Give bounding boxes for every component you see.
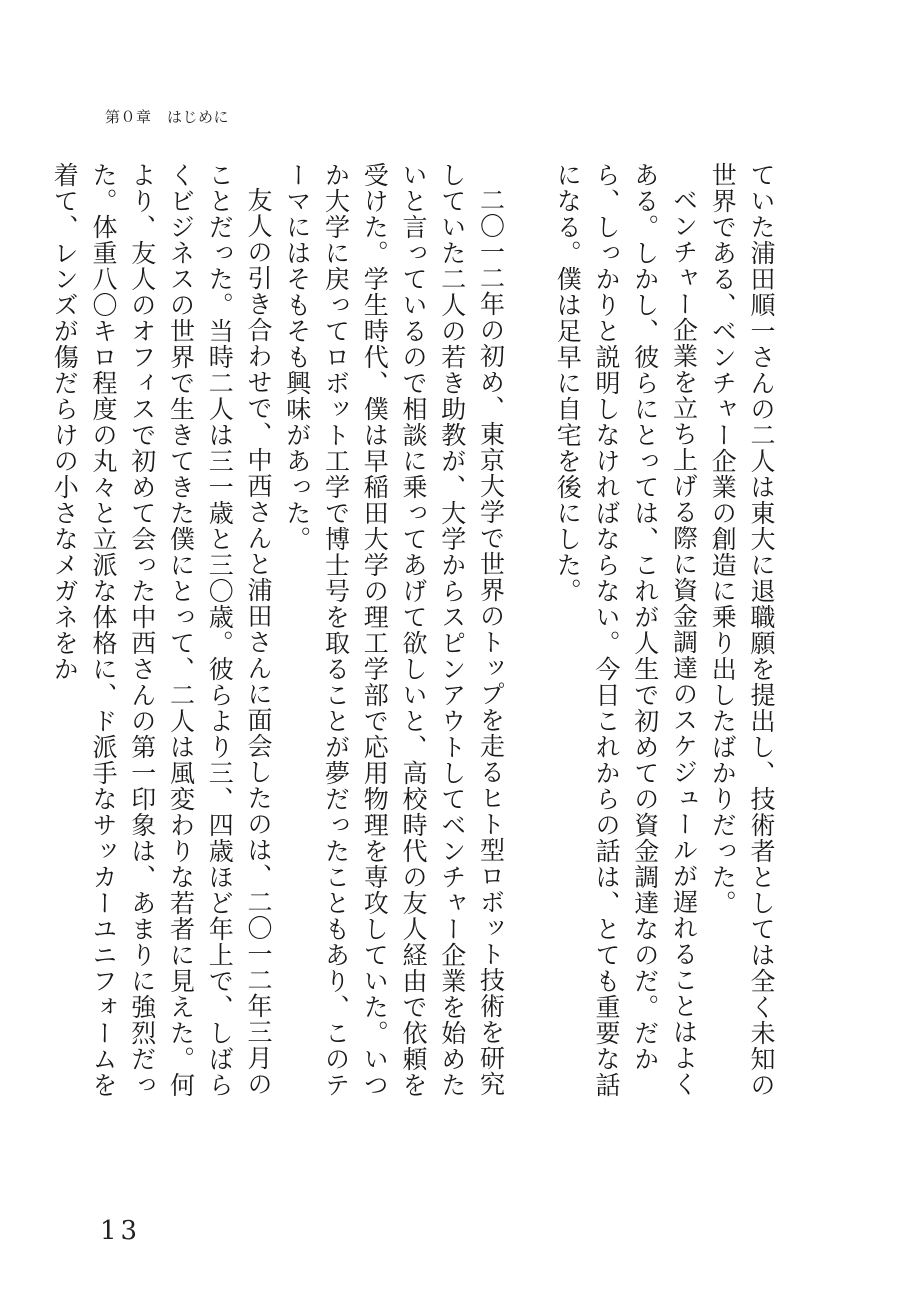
body-text <box>50 162 780 1122</box>
page-number: 13 <box>100 1216 142 1246</box>
paragraph-2: ベンチャー企業を立ち上げる際に資金調達のスケジュールが遅れることはよくある。しかし、彼らにとっては、これが人生で初めての資金調達なのだ。だから、しっかりと説明しなければならない。今日これからの話は、とても重要な話になる。僕は足早に自宅を後にした。 <box>553 162 699 1098</box>
paragraph-3: 二〇一二年の初め、東京大学で世界のトップを走るヒト型ロボット技術を研究していた二人の若き助教が、大学からスピンアウトしてベンチャー企業を始めたいと言っているので相談に乗ってあげて欲しいと、高校時代の友人経由で依頼を受けた。学生時代、僕は早稲田大学の理工学部で応用物理を専攻していた。いつか大学に戻ってロボット工学で博士号を取ることが夢だったこともあり、このテーマにはそもそも興味があった。 <box>282 162 506 1098</box>
paragraph-gap <box>510 162 548 1122</box>
paragraph-1: ていた浦田順一さんの二人は東大に退職願を提出し、技術者としては全く未知の世界である、ベンチャー企業の創造に乗り出したばかりだった。 <box>708 162 776 1098</box>
vertical-text-columns <box>50 162 780 1122</box>
paragraph-4: 友人の引き合わせで、中西さんと浦田さんに面会したのは、二〇一二年三月のことだった。当時二人は三一歳と三〇歳。彼らより三、四歳ほど年上で、しばらくビジネスの世界で生きてきた僕にとって、二人は風変わりな若者に見えた。何より、友人のオフィスで初めて会った中西さんの第一印象は、あまりに強烈だった。体重八〇キロ程度の丸々と立派な体格に、ド派手なサッカーユニフォームを着て、レンズが傷だらけの小さなメガネをか <box>50 162 273 1098</box>
running-head: 第０章 はじめに <box>105 108 230 126</box>
